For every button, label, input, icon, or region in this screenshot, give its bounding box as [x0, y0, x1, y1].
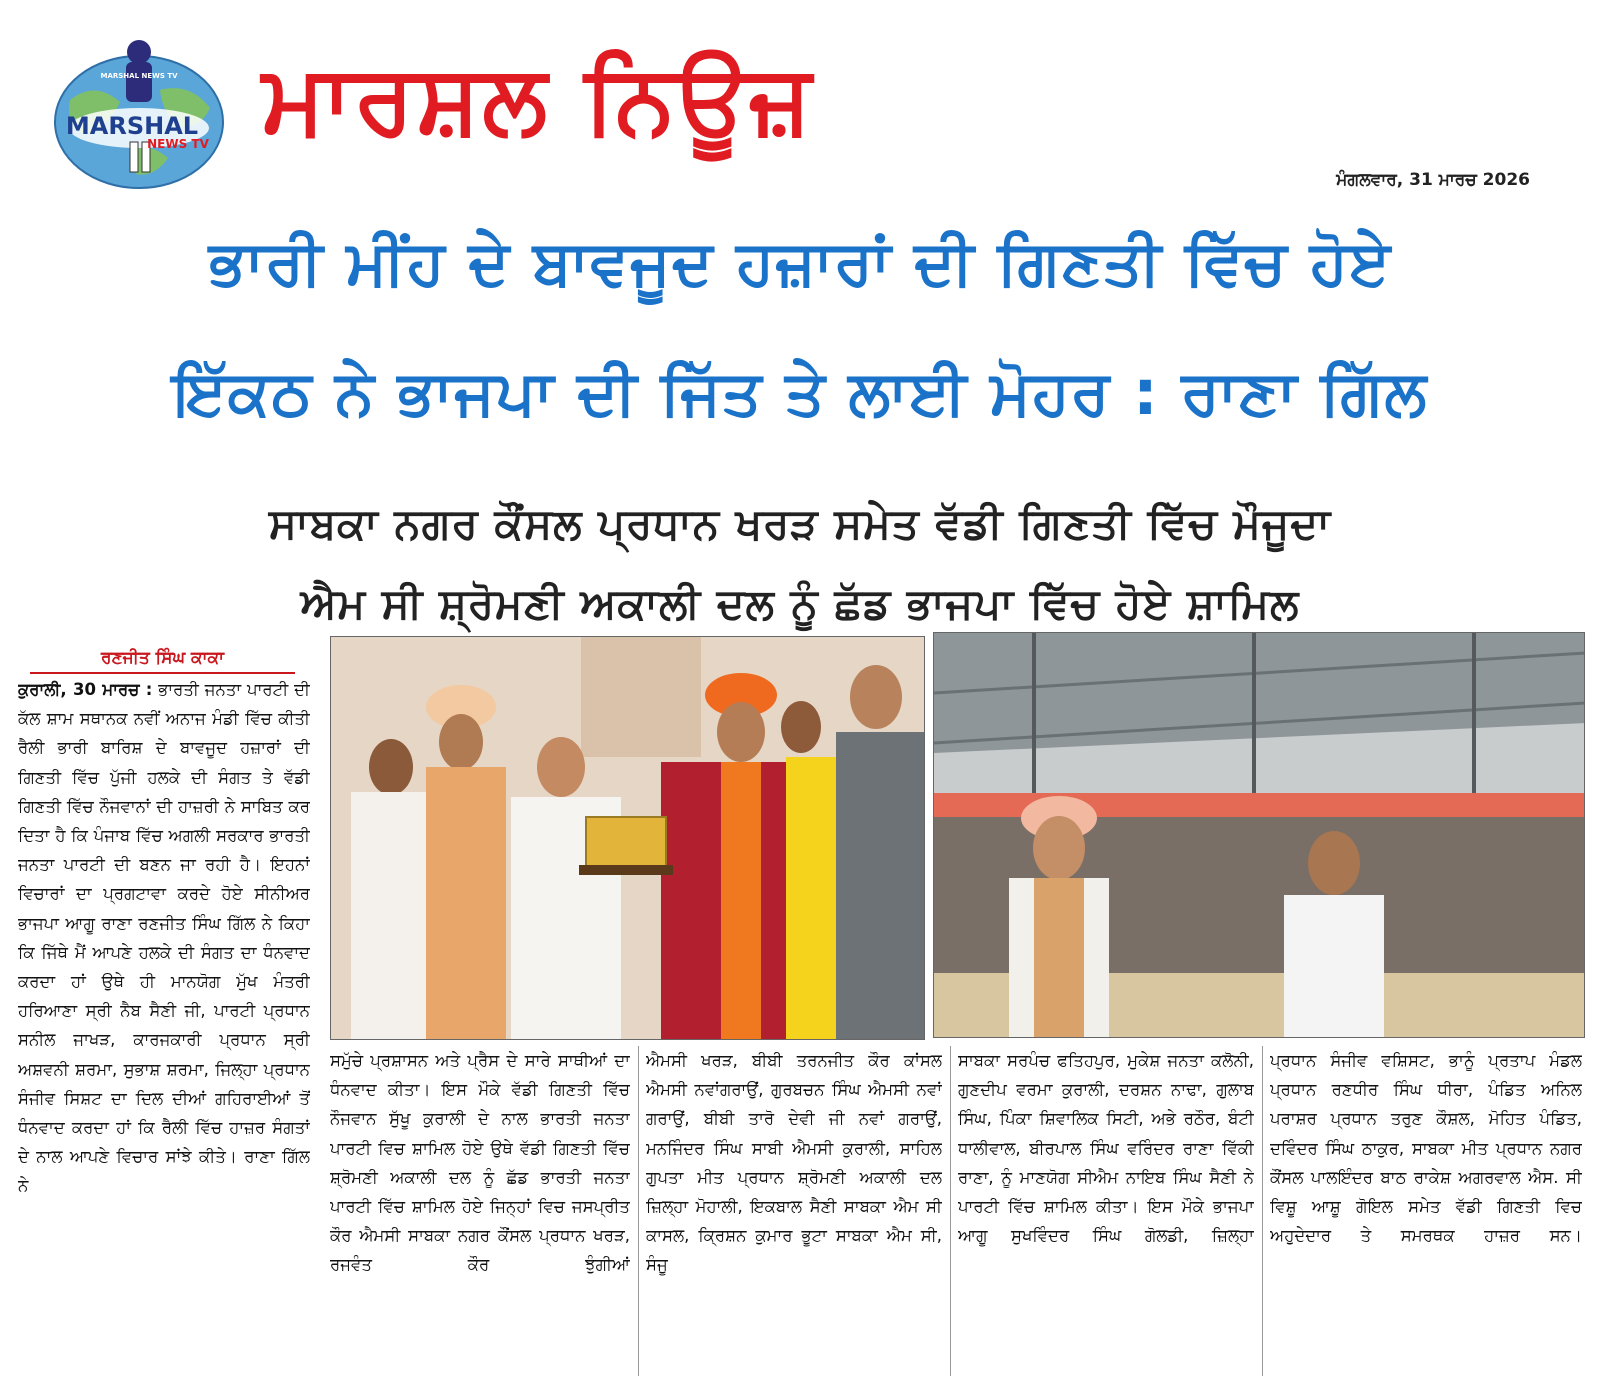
article-dateline: ਕੁਰਾਲੀ, 30 ਮਾਰਚ :	[18, 680, 153, 699]
logo-small-text: MARSHAL NEWS TV	[100, 72, 178, 80]
masthead	[0, 0, 1600, 200]
article-column-3-text: ਐਮਸੀ ਖਰੜ, ਬੀਬੀ ਤਰਨਜੀਤ ਕੌਰ ਕਾਂਸਲ ਐਮਸੀ ਨਵਾਂਗਰਾਉਂ, ਗੁਰਬਚਨ ਸਿੰਘ ਐਮਸੀ ਨਵਾਂ ਗਰਾਉਂ, ਬੀਬੀ ਤਾਰੋ ਦੇਵੀ ਜੀ ਨਵਾਂ ਗਰਾਉਂ, ਮਨਜਿੰਦਰ ਸਿੰਘ ਸਾਬੀ ਐਮਸੀ ਕੁਰਾਲੀ, ਸਾਹਿਲ ਗੁਪਤਾ ਮੀਤ ਪ੍ਰਧਾਨ ਸ਼੍ਰੋਮਣੀ ਅਕਾਲੀ ਦਲ ਜ਼ਿਲ੍ਹਾ ਮੋਹਾਲੀ, ਇਕਬਾਲ ਸੈਣੀ ਸਾਬਕਾ ਐਮ ਸੀ ਕਾਸਲ, ਕ੍ਰਿਸ਼ਨ ਕੁਮਾਰ ਭੂਟਾ ਸਾਬਕਾ ਐਮ ਸੀ, ਸੰਜੂ	[646, 1051, 942, 1275]
article-column-2-text: ਸਮੁੱਚੇ ਪ੍ਰਸ਼ਾਸਨ ਅਤੇ ਪ੍ਰੈਸ ਦੇ ਸਾਰੇ ਸਾਥੀਆਂ ਦਾ ਧੰਨਵਾਦ ਕੀਤਾ। ਇਸ ਮੌਕੇ ਵੱਡੀ ਗਿਣਤੀ ਵਿੱਚ ਨੌਜਵਾਨ ਸੁੱਖੂ ਕੁਰਾਲੀ ਦੇ ਨਾਲ ਭਾਰਤੀ ਜਨਤਾ ਪਾਰਟੀ ਵਿਚ ਸ਼ਾਮਿਲ ਹੋਏ ਉਥੇ ਵੱਡੀ ਗਿਣਤੀ ਵਿੱਚ ਸ਼੍ਰੋਮਣੀ ਅਕਾਲੀ ਦਲ ਨੂੰ ਛੱਡ ਭਾਰਤੀ ਜਨਤਾ ਪਾਰਟੀ ਵਿੱਚ ਸ਼ਾਮਿਲ ਹੋਏ ਜਿਨ੍ਹਾਂ ਵਿਚ ਜਸਪ੍ਰੀਤ ਕੌਰ ਐਮਸੀ ਸਾਬਕਾ ਨਗਰ ਕੌਂਸਲ ਪ੍ਰਧਾਨ ਖਰੜ, ਰਜਵੰਤ ਕੌਰ ਝੁੰਗੀਆਂ	[330, 1051, 630, 1275]
marshal-news-logo	[50, 30, 228, 195]
photo-rally-crowd	[933, 632, 1585, 1038]
logo-main-text: MARSHAL	[65, 112, 199, 140]
article-column-5-text: ਪ੍ਰਧਾਨ ਸੰਜੀਵ ਵਸ਼ਿਸਟ, ਭਾਨੂੰ ਪ੍ਰਤਾਪ ਮੰਡਲ ਪ੍ਰਧਾਨ ਰਣਧੀਰ ਸਿੰਘ ਧੀਰਾ, ਪੰਡਿਤ ਅਨਿਲ ਪਰਾਸ਼ਰ ਪ੍ਰਧਾਨ ਤਰੁਣ ਕੌਸ਼ਲ, ਮੋਹਿਤ ਪੰਡਿਤ, ਦਵਿੰਦਰ ਸਿੰਘ ਠਾਕੁਰ, ਸਾਬਕਾ ਮੀਤ ਪ੍ਰਧਾਨ ਨਗਰ ਕੌਂਸਲ ਪਾਲਇੰਦਰ ਬਾਠ ਰਾਕੇਸ਼ ਅਗਰਵਾਲ ਐਸ. ਸੀ ਵਿਸ਼ੂ ਆਸ਼ੂ ਗੋਇਲ ਸਮੇਤ ਵੱਡੀ ਗਿਣਤੀ ਵਿਚ ਅਹੁਦੇਦਾਰ ਤੇ ਸਮਰਥਕ ਹਾਜ਼ਰ ਸਨ।	[1270, 1051, 1582, 1246]
subheadline-line-1: ਸਾਬਕਾ ਨਗਰ ਕੌਂਸਲ ਪ੍ਰਧਾਨ ਖਰੜ ਸਮੇਤ ਵੱਡੀ ਗਿਣਤੀ ਵਿੱਚ ਮੌਜੂਦਾ	[268, 499, 1332, 548]
issue-date: ਮੰਗਲਵਾਰ, 31 ਮਾਰਚ 2026	[1336, 170, 1530, 190]
article-column-4	[958, 1046, 1254, 1376]
column-divider	[638, 1046, 639, 1376]
subheadline-line-2: ਐਮ ਸੀ ਸ਼੍ਰੋਮਣੀ ਅਕਾਲੀ ਦਲ ਨੂੰ ਛੱਡ ਭਾਜਪਾ ਵਿੱਚ ਹੋਏ ਸ਼ਾਮਿਲ	[300, 579, 1300, 628]
headline-line-1: ਭਾਰੀ ਮੀਂਹ ਦੇ ਬਾਵਜੂਦ ਹਜ਼ਾਰਾਂ ਦੀ ਗਿਣਤੀ ਵਿੱਚ ਹੋਏ	[208, 226, 1392, 299]
byline: ਰਣਜੀਤ ਸਿੰਘ ਕਾਕਾ	[30, 648, 295, 674]
felicitation-photo-image	[331, 637, 925, 1040]
article-column-1	[18, 675, 310, 1375]
article-column-3	[646, 1046, 942, 1376]
article-column-2	[330, 1046, 630, 1376]
article-column-5	[1270, 1046, 1582, 1376]
column-divider	[1262, 1046, 1263, 1376]
rally-photo-image	[934, 633, 1585, 1038]
column-divider	[950, 1046, 951, 1376]
newspaper-title: ਮਾਰਸ਼ਲ ਨਿਊਜ਼	[262, 43, 814, 155]
article-column-1-text: ਭਾਰਤੀ ਜਨਤਾ ਪਾਰਟੀ ਦੀ ਕੱਲ ਸ਼ਾਮ ਸਥਾਨਕ ਨਵੀਂ ਅਨਾਜ ਮੰਡੀ ਵਿੱਚ ਕੀਤੀ ਰੈਲੀ ਭਾਰੀ ਬਾਰਿਸ਼ ਦੇ ਬਾਵਜੂਦ ਹਜ਼ਾਰਾਂ ਦੀ ਗਿਣਤੀ ਵਿੱਚ ਪੁੱਜੀ ਹਲਕੇ ਦੀ ਸੰਗਤ ਤੇ ਵੱਡੀ ਗਿਣਤੀ ਵਿੱਚ ਨੌਜਵਾਨਾਂ ਦੀ ਹਾਜ਼ਰੀ ਨੇ ਸਾਬਿਤ ਕਰ ਦਿਤਾ ਹੈ ਕਿ ਪੰਜਾਬ ਵਿੱਚ ਅਗਲੀ ਸਰਕਾਰ ਭਾਰਤੀ ਜਨਤਾ ਪਾਰਟੀ ਦੀ ਬਣਨ ਜਾ ਰਹੀ ਹੈ। ਇਹਨਾਂ ਵਿਚਾਰਾਂ ਦਾ ਪ੍ਰਗਟਾਵਾ ਕਰਦੇ ਹੋਏ ਸੀਨੀਅਰ ਭਾਜਪਾ ਆਗੂ ਰਾਣਾ ਰਣਜੀਤ ਸਿੰਘ ਗਿੱਲ ਨੇ ਕਿਹਾ ਕਿ ਜਿੱਥੇ ਮੈਂ ਆਪਣੇ ਹਲਕੇ ਦੀ ਸੰਗਤ ਦਾ ਧੰਨਵਾਦ ਕਰਦਾ ਹਾਂ ਉਥੇ ਹੀ ਮਾਨਯੋਗ ਮੁੱਖ ਮੰਤਰੀ ਹਰਿਆਣਾ ਸ੍ਰੀ ਨੈਬ ਸੈਣੀ ਜੀ, ਪਾਰਟੀ ਪ੍ਰਧਾਨ ਸਨੀਲ ਜਾਖੜ, ਕਾਰਜਕਾਰੀ ਪ੍ਰਧਾਨ ਸ੍ਰੀ ਅਸ਼ਵਨੀ ਸ਼ਰਮਾ, ਸੁਭਾਸ਼ ਸ਼ਰਮਾ, ਜਿਲ੍ਹਾ ਪ੍ਰਧਾਨ ਸੰਜੀਵ ਸਿਸ਼ਟ ਦਾ ਦਿਲ ਦੀਆਂ ਗਹਿਰਾਈਆਂ ਤੋਂ ਧੰਨਵਾਦ ਕਰਦਾ ਹਾਂ ਕਿ ਰੈਲੀ ਵਿੱਚ ਹਾਜ਼ਰ ਸੰਗਤਾਂ ਦੇ ਨਾਲ ਆਪਣੇ ਵਿਚਾਰ ਸਾਂਝੇ ਕੀਤੇ। ਰਾਣਾ ਗਿੱਲ ਨੇ	[18, 680, 310, 1196]
headline-line-2: ਇੱਕਠ ਨੇ ਭਾਜਪਾ ਦੀ ਜਿੱਤ ਤੇ ਲਾਈ ਮੋਹਰ : ਰਾਣਾ ਗਿੱਲ	[172, 356, 1428, 429]
photo-felicitation	[330, 636, 925, 1040]
article-column-4-text: ਸਾਬਕਾ ਸਰਪੰਚ ਫਤਿਹਪੁਰ, ਮੁਕੇਸ਼ ਜਨਤਾ ਕਲੋਨੀ, ਗੁਣਦੀਪ ਵਰਮਾ ਕੁਰਾਲੀ, ਦਰਸ਼ਨ ਨਾਢਾ, ਗੁਲਾਬ ਸਿੰਘ, ਪਿੰਕਾ ਸ਼ਿਵਾਲਿਕ ਸਿਟੀ, ਅਭੇ ਰਠੌਰ, ਬੰਟੀ ਧਾਲੀਵਾਲ, ਬੀਰਪਾਲ ਸਿੰਘ ਵਰਿੰਦਰ ਰਾਣਾ ਵਿੱਕੀ ਰਾਣਾ, ਨੂੰ ਮਾਣਯੋਗ ਸੀਐਮ ਨਾਇਬ ਸਿੰਘ ਸੈਣੀ ਨੇ ਪਾਰਟੀ ਵਿੱਚ ਸ਼ਾਮਿਲ ਕੀਤਾ। ਇਸ ਮੌਕੇ ਭਾਜਪਾ ਆਗੂ ਸੁਖਵਿੰਦਰ ਸਿੰਘ ਗੋਲਡੀ, ਜ਼ਿਲ੍ਹਾ	[958, 1051, 1254, 1246]
logo-sub-text: NEWS TV	[147, 137, 209, 151]
